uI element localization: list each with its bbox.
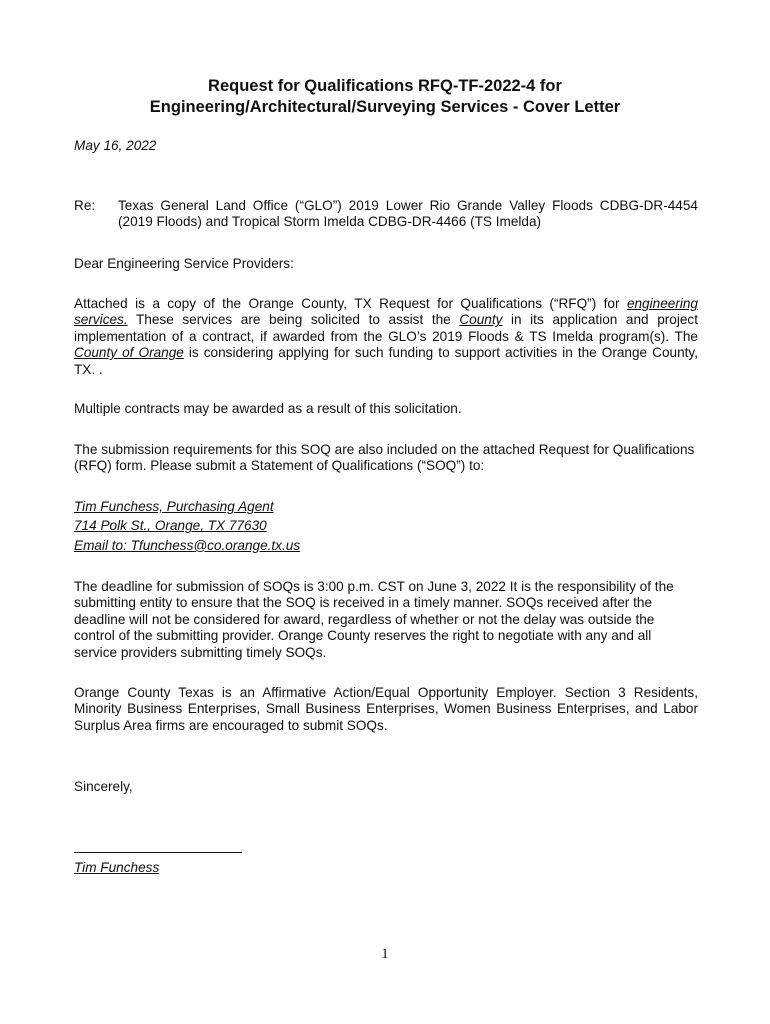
para1-emphasis-county-of-orange: County of Orange <box>74 345 184 361</box>
para1-emphasis-county: County <box>459 312 503 328</box>
title-line-2: Engineering/Architectural/Surveying Services - Cover Letter <box>149 98 621 116</box>
para1-text-2: These services are being solicited to assist the <box>127 312 460 328</box>
salutation: Dear Engineering Service Providers: <box>74 256 294 271</box>
para1-text-1: Attached is a copy of the Orange County, TX Request for Qualifications (“RFQ”) for <box>74 296 627 311</box>
para1-emphasis-engineering: engineering services. <box>74 296 698 328</box>
paragraph-eeo: Orange County Texas is an Affirmative Action/Equal Opportunity Employer. Section 3 Residents, Minority Business Enterprises, Small Business Enterprises, Women Business Enterprises, and Labor Surplus Area firms are encouraged to submit SOQs. <box>74 685 698 733</box>
paragraph-multiple-contracts: Multiple contracts may be awarded as a result of this solicitation. <box>74 401 462 416</box>
paragraph-deadline: The deadline for submission of SOQs is 3:00 p.m. CST on June 3, 2022 It is the responsibility of the submitting entity to ensure that the SOQ is received in a timely manner. SOQs received after the deadline will not be considered for award, regardless of whether or not the delay was outside the control of the submitting provider. Orange County reserves the right to negotiate with any and all service providers submitting timely SOQs. <box>74 579 674 660</box>
paragraph-attachment <box>74 296 698 378</box>
closing: Sincerely, <box>74 779 133 794</box>
letter-date: May 16, 2022 <box>74 138 157 153</box>
document-title <box>60 76 710 118</box>
contact-email[interactable]: Email to: Tfunchess@co.orange.tx.us <box>74 537 301 553</box>
re-label: Re: <box>74 198 96 213</box>
re-subject: Texas General Land Office (“GLO”) 2019 Lower Rio Grande Valley Floods CDBG-DR-4454 (2019 Floods) and Tropical Storm Imelda CDBG-DR-4466 (TS Imelda) <box>118 198 698 230</box>
title-line-1: Request for Qualifications RFQ-TF-2022-4 for <box>208 77 562 95</box>
contact-name: Tim Funchess, Purchasing Agent <box>74 499 274 514</box>
para1-text-4: is considering applying for such funding to support activities in the Orange County, TX. . <box>74 345 698 377</box>
contact-block <box>74 499 698 554</box>
signature-line <box>74 852 242 853</box>
paragraph-submission-requirements: The submission requirements for this SOQ are also included on the attached Request for Qualifications (RFQ) form. Please submit a Statement of Qualifications (“SOQ”) to: <box>74 442 695 474</box>
contact-address: 714 Polk St., Orange, TX 77630 <box>74 518 267 534</box>
page-number: 1 <box>381 946 389 962</box>
signer-name: Tim Funchess <box>74 860 160 875</box>
para1-text-3: in its application and project implementation of a contract, if awarded from the GLO’s 2019 Floods & TS Imelda program(s). The <box>74 312 698 344</box>
